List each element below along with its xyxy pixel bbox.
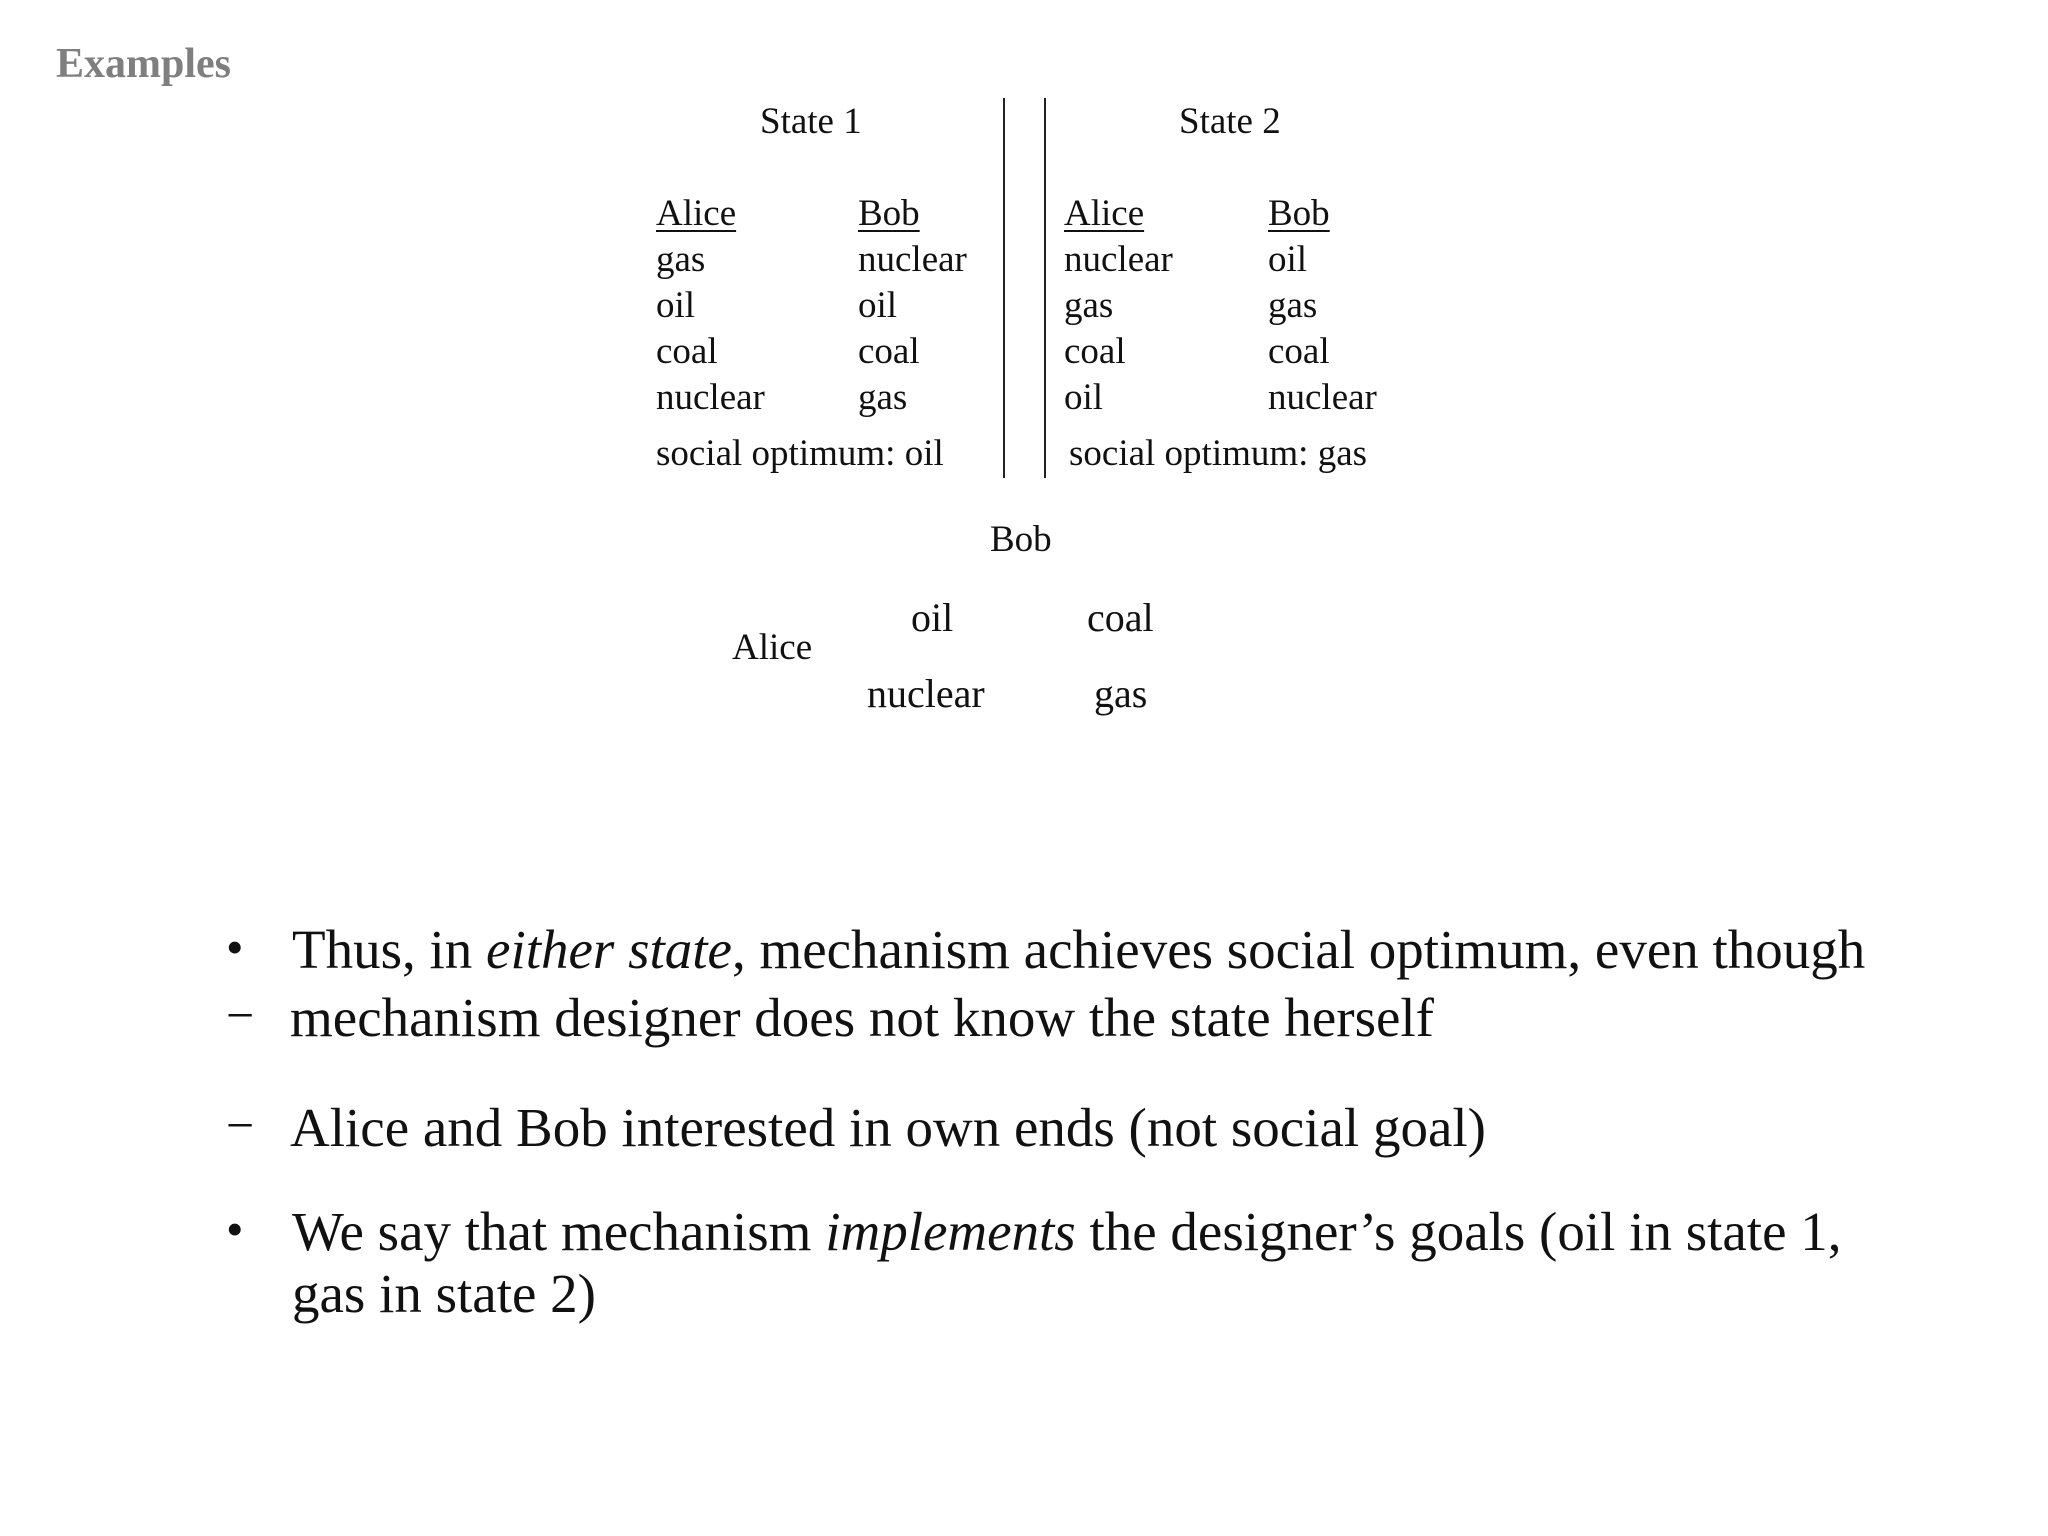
sub-bullet-marker-2: −	[226, 1097, 255, 1153]
bullet-1-post: , mechanism achieves social optimum, even though	[731, 919, 1866, 980]
state-1-alice-rank-4: nuclear	[656, 377, 765, 418]
state-1-alice-header: Alice	[656, 193, 737, 234]
bullet-2-continuation: gas in state 2)	[292, 1263, 596, 1324]
bullet-1-pre: Thus, in	[292, 919, 487, 980]
state-2-bob-rank-1: oil	[1268, 239, 1308, 280]
state-2-alice-rank-4: oil	[1064, 377, 1104, 418]
mechanism-column-player: Bob	[990, 519, 1052, 560]
state-2-bob-rank-2: gas	[1268, 285, 1318, 326]
mechanism-cell-top-left: oil	[911, 595, 954, 640]
state-2-bob-rank-3: coal	[1268, 331, 1330, 372]
state-1-alice-rank-3: coal	[656, 331, 718, 372]
bullet-marker-2: •	[226, 1201, 244, 1257]
mechanism-row-player: Alice	[732, 627, 813, 668]
bullet-1-text	[292, 918, 1865, 981]
state-1-bob-rank-4: gas	[858, 377, 908, 418]
state-2-alice-rank-2: gas	[1064, 285, 1114, 326]
bullet-1-emphasis: either state	[486, 919, 732, 980]
state-2-alice-header: Alice	[1064, 193, 1145, 234]
mechanism-cell-bottom-left: nuclear	[867, 671, 985, 716]
state-2-social-optimum: social optimum: gas	[1069, 433, 1368, 474]
mechanism-cell-top-right: coal	[1087, 595, 1154, 640]
state-divider-left	[1003, 98, 1005, 478]
bullet-2-emphasis: implements	[825, 1201, 1076, 1262]
state-2-alice-rank-1: nuclear	[1064, 239, 1173, 280]
state-2-heading: State 2	[1179, 101, 1281, 142]
bullet-2-text	[292, 1200, 1842, 1263]
state-2-bob-rank-4: nuclear	[1268, 377, 1377, 418]
state-2-alice-rank-3: coal	[1064, 331, 1126, 372]
state-1-bob-rank-2: oil	[858, 285, 898, 326]
bullet-2-pre: We say that mechanism	[292, 1201, 826, 1262]
bullet-marker-1: •	[226, 919, 244, 975]
state-2-bob-header: Bob	[1268, 193, 1330, 234]
sub-bullet-2-text: Alice and Bob interested in own ends (not social goal)	[290, 1097, 1486, 1158]
state-1-heading: State 1	[760, 101, 862, 142]
bullet-2-post: the designer’s goals (oil in state 1,	[1075, 1201, 1842, 1262]
state-1-bob-rank-1: nuclear	[858, 239, 967, 280]
state-1-alice-rank-1: gas	[656, 239, 706, 280]
state-1-bob-rank-3: coal	[858, 331, 920, 372]
state-1-bob-header: Bob	[858, 193, 920, 234]
state-1-alice-rank-2: oil	[656, 285, 696, 326]
slide-title: Examples	[56, 41, 232, 87]
state-divider-right	[1044, 98, 1046, 478]
sub-bullet-marker-1: −	[226, 987, 255, 1043]
mechanism-cell-bottom-right: gas	[1094, 671, 1148, 716]
sub-bullet-1-text: mechanism designer does not know the state herself	[290, 987, 1434, 1048]
state-1-social-optimum: social optimum: oil	[656, 433, 944, 474]
